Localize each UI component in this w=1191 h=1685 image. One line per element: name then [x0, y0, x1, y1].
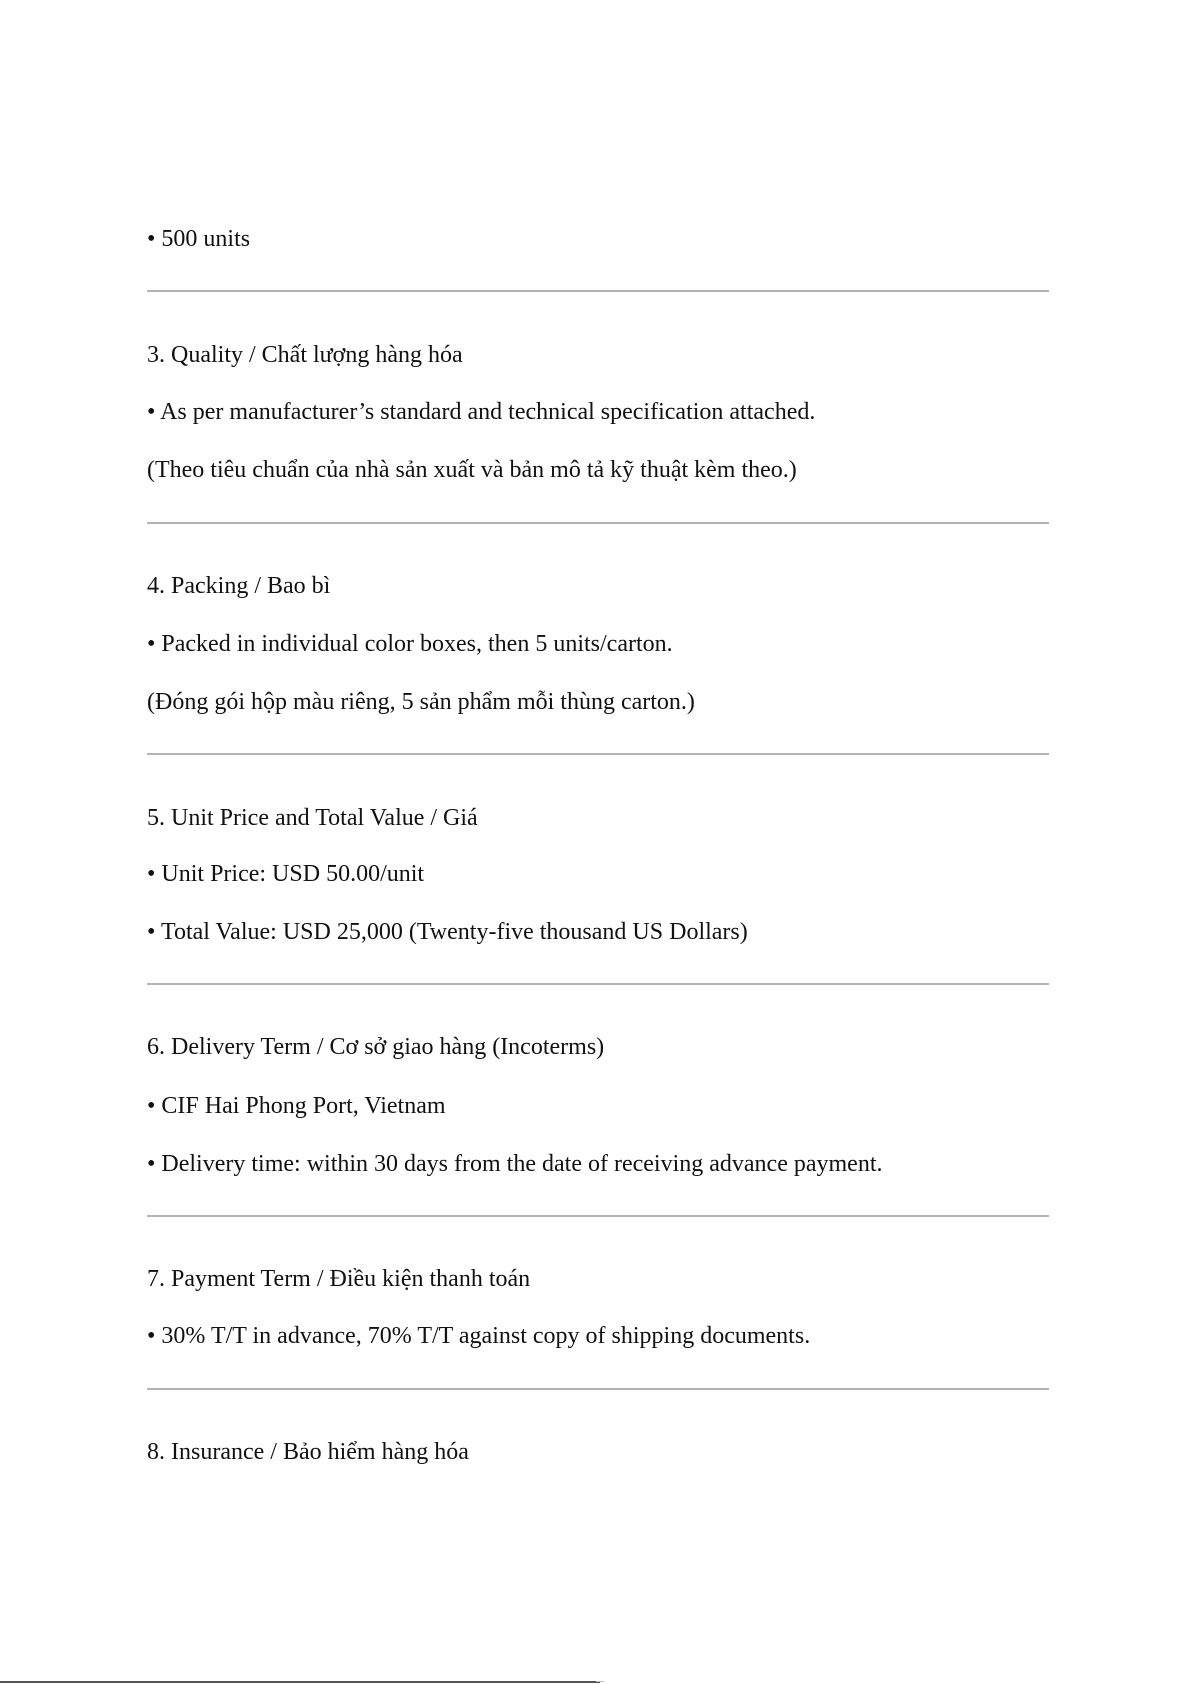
payment-bullet: • 30% T/T in advance, 70% T/T against copy of shipping documents.: [147, 1323, 811, 1349]
payment-heading: 7. Payment Term / Điều kiện thanh toán: [147, 1266, 531, 1292]
delivery-time-bullet: • Delivery time: within 30 days from the date of receiving advance payment.: [147, 1151, 883, 1177]
quality-heading: 3. Quality / Chất lượng hàng hóa: [147, 342, 463, 368]
section-divider: [147, 753, 1049, 755]
total-value-bullet: • Total Value: USD 25,000 (Twenty-five thousand US Dollars): [147, 919, 748, 945]
insurance-heading: 8. Insurance / Bảo hiểm hàng hóa: [147, 1439, 469, 1465]
delivery-heading: 6. Delivery Term / Cơ sở giao hàng (Incoterms): [147, 1034, 605, 1060]
unit-price-bullet: • Unit Price: USD 50.00/unit: [147, 861, 425, 887]
section-divider: [147, 1388, 1049, 1390]
packing-heading: 4. Packing / Bao bì: [147, 573, 331, 599]
quality-translation: (Theo tiêu chuẩn của nhà sản xuất và bản mô tả kỹ thuật kèm theo.): [147, 457, 797, 483]
section-divider: [147, 290, 1049, 292]
delivery-term-bullet: • CIF Hai Phong Port, Vietnam: [147, 1093, 446, 1119]
packing-bullet: • Packed in individual color boxes, then 5 units/carton.: [147, 631, 673, 657]
price-heading: 5. Unit Price and Total Value / Giá: [147, 805, 478, 831]
page-bottom-edge-tail: [596, 1681, 604, 1682]
section-divider: [147, 983, 1049, 985]
section-divider: [147, 522, 1049, 524]
page-bottom-edge: [0, 1681, 600, 1683]
section-divider: [147, 1215, 1049, 1217]
packing-translation: (Đóng gói hộp màu riêng, 5 sản phẩm mỗi thùng carton.): [147, 689, 695, 715]
quantity-bullet: • 500 units: [147, 226, 251, 252]
quality-bullet: • As per manufacturer’s standard and technical specification attached.: [147, 399, 816, 425]
